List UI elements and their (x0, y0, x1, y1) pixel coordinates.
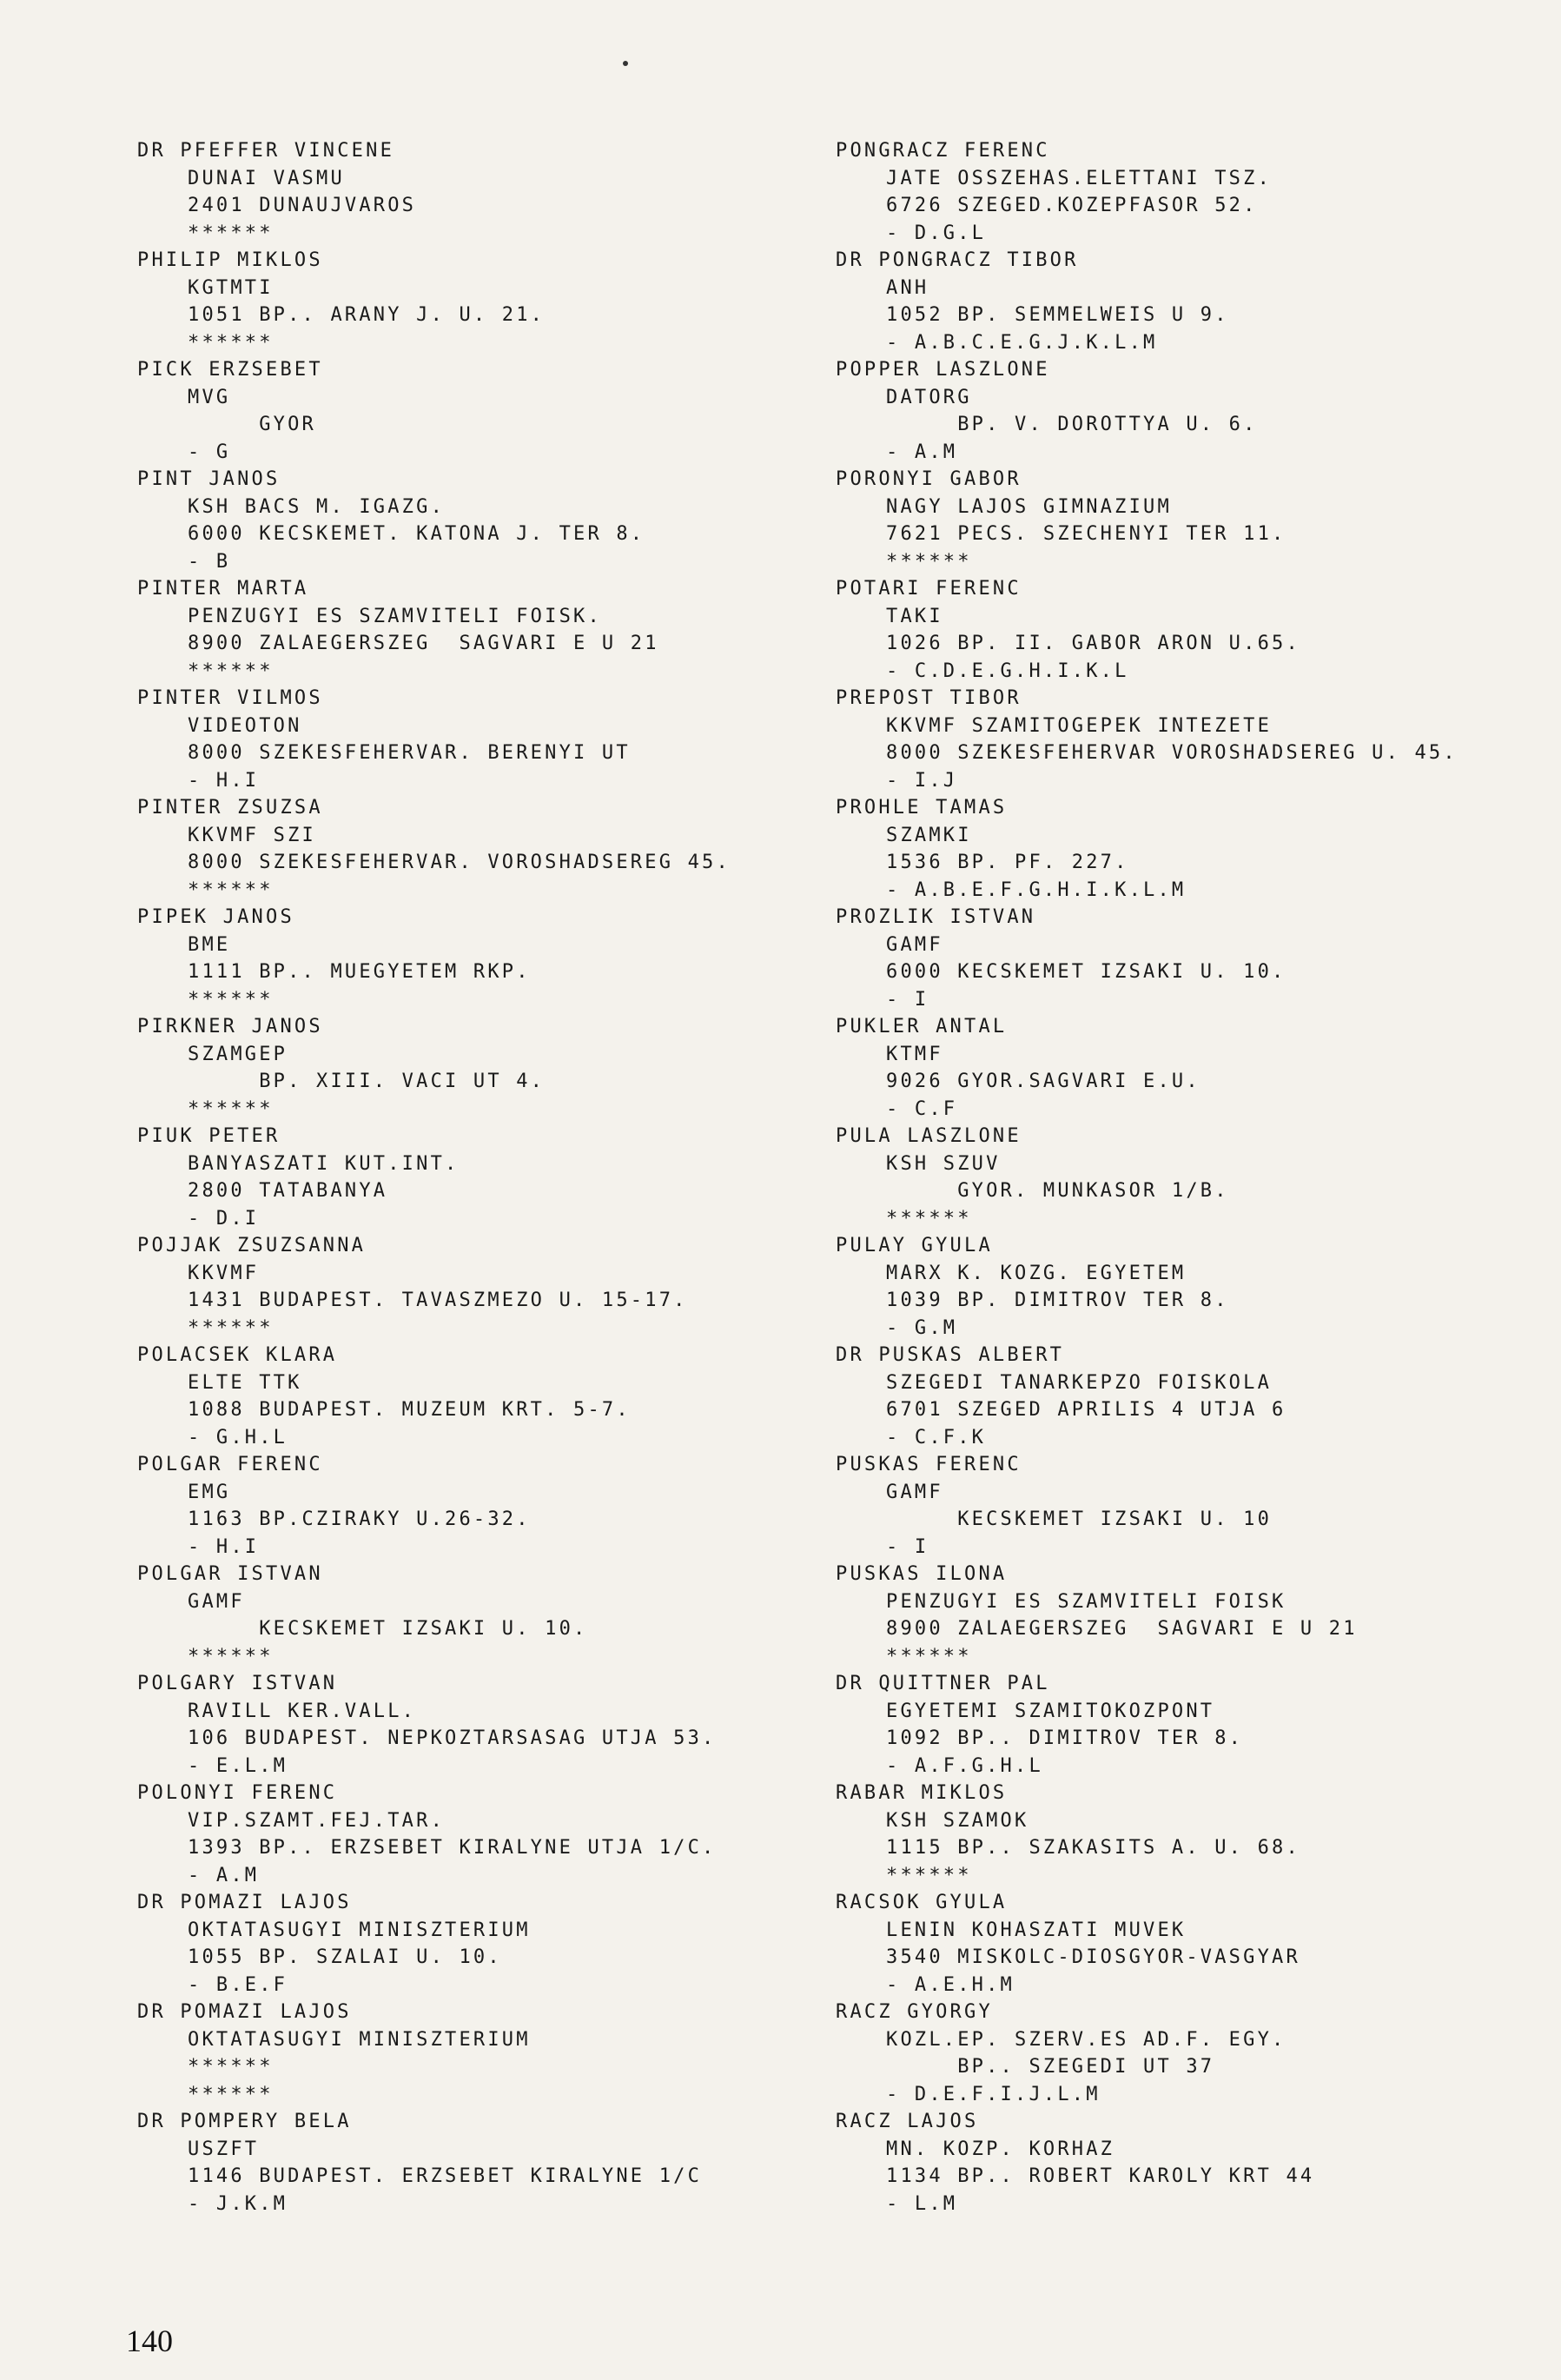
entry-organization: KKVMF (188, 1262, 260, 1284)
entry-address: 3540 MISKOLC-DIOSGYOR-VASGYAR (886, 1946, 1300, 1968)
entry-code: ****** (188, 1316, 274, 1339)
entry-code: ****** (886, 1207, 972, 1230)
entry-name: PULAY GYULA (836, 1235, 993, 1256)
page-number: 140 (126, 2324, 173, 2358)
entry-organization: JATE OSSZEHAS.ELETTANI TSZ. (886, 167, 1273, 189)
entry-name: DR PUSKAS ALBERT (836, 1344, 1065, 1366)
directory-entry (836, 575, 1557, 685)
entry-code: - A.F.G.H.L (886, 1754, 1043, 1777)
directory-entry (836, 1999, 1557, 2108)
directory-entry (836, 1013, 1557, 1123)
entry-name: PORONYI GABOR (836, 468, 1022, 490)
directory-entry (836, 904, 1557, 1013)
entry-address: 7621 PECS. SZECHENYI TER 11. (886, 523, 1287, 545)
directory-entry (137, 685, 858, 794)
entry-code: - D.I (188, 1207, 260, 1230)
entry-address: 6726 SZEGED.KOZEPFASOR 52. (886, 195, 1258, 216)
entry-name: PUSKAS FERENC (836, 1454, 1022, 1475)
entry-code: ****** (886, 550, 972, 573)
entry-organization: VIDEOTON (188, 714, 302, 737)
entry-code: - L.M (886, 2192, 958, 2215)
entry-address: 1055 BP. SZALAI U. 10. (188, 1946, 502, 1968)
entry-name: PHILIP MIKLOS (137, 249, 323, 271)
entry-organization: EMG (188, 1481, 231, 1503)
entry-code: - I.J (886, 769, 958, 792)
entry-address: 1039 BP. DIMITROV TER 8. (886, 1289, 1229, 1311)
entry-name: DR QUITTNER PAL (836, 1673, 1050, 1694)
entry-organization: PENZUGYI ES SZAMVITELI FOISK. (188, 605, 602, 627)
entry-address: 1092 BP.. DIMITROV TER 8. (886, 1727, 1244, 1749)
entry-code: - D.G.L (886, 222, 987, 244)
entry-name: RABAR MIKLOS (836, 1782, 1008, 1804)
directory-entry (836, 137, 1557, 247)
entry-name: PUKLER ANTAL (836, 1016, 1008, 1038)
entry-name: RACZ GYORGY (836, 2001, 993, 2023)
entry-organization: PENZUGYI ES SZAMVITELI FOISK (886, 1590, 1287, 1613)
entry-name: DR POMAZI LAJOS (137, 2001, 352, 2023)
entry-code: - E.L.M (188, 1754, 288, 1777)
directory-entry (836, 1670, 1557, 1780)
entry-address: 8900 ZALAEGERSZEG SAGVARI E U 21 (188, 633, 659, 654)
entry-address: 1088 BUDAPEST. MUZEUM KRT. 5-7. (188, 1399, 631, 1421)
entry-address: 1051 BP.. ARANY J. U. 21. (188, 304, 546, 326)
directory-entry (836, 1451, 1557, 1561)
entry-code: - I (886, 1535, 929, 1558)
directory-entry (836, 2108, 1557, 2218)
entry-code: - D.E.F.I.J.L.M (886, 2083, 1101, 2105)
entry-code: ****** (188, 988, 274, 1011)
directory-entry (836, 356, 1557, 466)
entry-organization: MARX K. KOZG. EGYETEM (886, 1262, 1187, 1284)
directory-entry (137, 1999, 858, 2108)
entry-organization: OKTATASUGYI MINISZTERIUM (188, 1919, 531, 1941)
directory-entry (137, 356, 858, 466)
entry-organization: MN. KOZP. KORHAZ (886, 2138, 1115, 2160)
entry-organization: KSH SZUV (886, 1152, 1001, 1175)
entry-code: - G.M (886, 1316, 958, 1339)
entry-address: 1052 BP. SEMMELWEIS U 9. (886, 304, 1229, 326)
right-column (836, 137, 1557, 2218)
entry-name: PUSKAS ILONA (836, 1563, 1008, 1585)
directory-entry (836, 794, 1557, 904)
entry-name: PONGRACZ FERENC (836, 140, 1050, 162)
directory-entry (137, 1232, 858, 1342)
entry-organization: KKVMF SZAMITOGEPEK INTEZETE (886, 714, 1273, 737)
entry-address: 1393 BP.. ERZSEBET KIRALYNE UTJA 1/C. (188, 1837, 717, 1859)
entry-address: 8000 SZEKESFEHERVAR. VOROSHADSEREG 45. (188, 852, 731, 873)
entry-code: - A.E.H.M (886, 1973, 1015, 1996)
directory-entry (836, 466, 1557, 575)
entry-organization: NAGY LAJOS GIMNAZIUM (886, 495, 1172, 518)
entry-code: ****** (188, 878, 274, 901)
entry-address: GYOR (188, 414, 317, 435)
entry-code: - C.D.E.G.H.I.K.L (886, 660, 1129, 682)
entry-address: 1111 BP.. MUEGYETEM RKP. (188, 961, 531, 983)
directory-entry (836, 1780, 1557, 1889)
entry-code: - G.H.L (188, 1426, 288, 1449)
entry-address: 1146 BUDAPEST. ERZSEBET KIRALYNE 1/C (188, 2165, 703, 2187)
entry-address: 1115 BP.. SZAKASITS A. U. 68. (886, 1837, 1300, 1859)
entry-organization: SZAMGEP (188, 1043, 288, 1065)
entry-code: ****** (188, 660, 274, 682)
entry-organization: KOZL.EP. SZERV.ES AD.F. EGY. (886, 2028, 1287, 2051)
directory-entry (137, 1780, 858, 1889)
entry-code: - I (886, 988, 929, 1011)
entry-code: - A.M (188, 1864, 260, 1886)
entry-name: POLGAR FERENC (137, 1454, 323, 1475)
directory-entry (137, 1889, 858, 1999)
entry-name: DR POMPERY BELA (137, 2111, 352, 2132)
entry-address: 1163 BP.CZIRAKY U.26-32. (188, 1508, 531, 1530)
entry-address: GYOR. MUNKASOR 1/B. (886, 1180, 1229, 1202)
entry-organization: GAMF (188, 1590, 245, 1613)
entry-address: 6000 KECSKEMET IZSAKI U. 10. (886, 961, 1287, 983)
entry-name: PINTER MARTA (137, 578, 309, 600)
directory-entry (137, 904, 858, 1013)
directory-entry (137, 575, 858, 685)
entry-name: PINTER VILMOS (137, 687, 323, 709)
directory-entry (836, 247, 1557, 356)
entry-name: POJJAK ZSUZSANNA (137, 1235, 367, 1256)
entry-name: PINT JANOS (137, 468, 281, 490)
directory-entry (137, 794, 858, 904)
entry-code: - C.F.K (886, 1426, 987, 1449)
directory-entry (137, 1123, 858, 1232)
entry-organization: USZFT (188, 2138, 260, 2160)
directory-entry (137, 1451, 858, 1561)
entry-organization: KTMF (886, 1043, 943, 1065)
entry-organization: DUNAI VASMU (188, 167, 345, 189)
entry-code: - A.B.E.F.G.H.I.K.L.M (886, 878, 1187, 901)
entry-name: POPPER LASZLONE (836, 359, 1050, 381)
directory-entry (137, 247, 858, 356)
entry-organization: TAKI (886, 605, 943, 627)
entry-name: PROZLIK ISTVAN (836, 906, 1036, 928)
entry-code: - C.F (886, 1097, 958, 1120)
entry-name: PROHLE TAMAS (836, 797, 1008, 819)
entry-name: RACSOK GYULA (836, 1892, 1008, 1913)
entry-name: POLONYI FERENC (137, 1782, 338, 1804)
entry-name: PIRKNER JANOS (137, 1016, 323, 1038)
entry-code: ****** (188, 1645, 274, 1667)
entry-address: KECSKEMET IZSAKI U. 10 (886, 1508, 1273, 1530)
entry-organization: RAVILL KER.VALL. (188, 1700, 417, 1722)
directory-entry (836, 1342, 1557, 1451)
entry-address: 6701 SZEGED APRILIS 4 UTJA 6 (886, 1399, 1287, 1421)
entry-name: POLACSEK KLARA (137, 1344, 338, 1366)
entry-address: 8000 SZEKESFEHERVAR. BERENYI UT (188, 742, 631, 764)
entry-code: - B.E.F (188, 1973, 288, 1996)
entry-organization: MVG (188, 386, 231, 408)
entry-organization: SZEGEDI TANARKEPZO FOISKOLA (886, 1371, 1273, 1394)
entry-address: 1431 BUDAPEST. TAVASZMEZO U. 15-17. (188, 1289, 688, 1311)
directory-entry (836, 1889, 1557, 1999)
entry-organization: BME (188, 933, 231, 956)
entry-organization: ANH (886, 276, 929, 299)
entry-address: KECSKEMET IZSAKI U. 10. (188, 1618, 588, 1640)
entry-code: - A.B.C.E.G.J.K.L.M (886, 331, 1158, 354)
directory-entry (137, 1013, 858, 1123)
entry-address: 8900 ZALAEGERSZEG SAGVARI E U 21 (886, 1618, 1358, 1640)
directory-entry (137, 466, 858, 575)
entry-code: ****** (886, 1645, 972, 1667)
entry-name: POTARI FERENC (836, 578, 1022, 600)
entry-name: PREPOST TIBOR (836, 687, 1022, 709)
entry-code: ****** (188, 2083, 274, 2105)
entry-name: PIPEK JANOS (137, 906, 294, 928)
entry-name: PICK ERZSEBET (137, 359, 323, 381)
directory-entry (137, 2108, 858, 2218)
entry-name: DR PFEFFER VINCENE (137, 140, 395, 162)
entry-organization: LENIN KOHASZATI MUVEK (886, 1919, 1187, 1941)
entry-code: ****** (188, 222, 274, 244)
entry-code: - A.M (886, 441, 958, 463)
entry-organization: KKVMF SZI (188, 824, 317, 846)
entry-address: 106 BUDAPEST. NEPKOZTARSASAG UTJA 53. (188, 1727, 717, 1749)
entry-name: DR PONGRACZ TIBOR (836, 249, 1079, 271)
entry-code: ****** (188, 1097, 274, 1120)
directory-entry (137, 1342, 858, 1451)
entry-organization: EGYETEMI SZAMITOKOZPONT (886, 1700, 1215, 1722)
directory-entry (137, 137, 858, 247)
entry-organization: GAMF (886, 933, 943, 956)
entry-code: ****** (188, 331, 274, 354)
entry-code: - J.K.M (188, 2192, 288, 2215)
entry-organization: ELTE TTK (188, 1371, 302, 1394)
entry-address: 9026 GYOR.SAGVARI E.U. (886, 1071, 1201, 1092)
entry-name: PULA LASZLONE (836, 1125, 1022, 1147)
entry-organization: KGTMTI (188, 276, 274, 299)
entry-code: ****** (886, 1864, 972, 1886)
entry-address: 8000 SZEKESFEHERVAR VOROSHADSEREG U. 45. (886, 742, 1458, 764)
directory-entry (836, 685, 1557, 794)
entry-address: 6000 KECSKEMET. KATONA J. TER 8. (188, 523, 645, 545)
entry-address: BP.. SZEGEDI UT 37 (886, 2056, 1215, 2078)
directory-entry (836, 1232, 1557, 1342)
entry-address: 1536 BP. PF. 227. (886, 852, 1129, 873)
entry-organization: BANYASZATI KUT.INT. (188, 1152, 460, 1175)
entry-organization: GAMF (886, 1481, 943, 1503)
entry-name: POLGAR ISTVAN (137, 1563, 323, 1585)
print-speck (623, 61, 628, 66)
directory-entry (137, 1561, 858, 1670)
entry-address: 1026 BP. II. GABOR ARON U.65. (886, 633, 1300, 654)
entry-organization: OKTATASUGYI MINISZTERIUM (188, 2028, 531, 2051)
entry-organization: SZAMKI (886, 824, 972, 846)
entry-name: RACZ LAJOS (836, 2111, 979, 2132)
entry-code: - B (188, 550, 231, 573)
entry-address: 1134 BP.. ROBERT KAROLY KRT 44 (886, 2165, 1315, 2187)
entry-name: POLGARY ISTVAN (137, 1673, 338, 1694)
entry-address: BP. V. DOROTTYA U. 6. (886, 414, 1258, 435)
entry-name: PINTER ZSUZSA (137, 797, 323, 819)
entry-organization: DATORG (886, 386, 972, 408)
entry-name: PIUK PETER (137, 1125, 281, 1147)
entry-code: - G (188, 441, 231, 463)
directory-entry (137, 1670, 858, 1780)
left-column (137, 137, 858, 2218)
entry-organization: KSH BACS M. IGAZG. (188, 495, 446, 518)
directory-entry (836, 1561, 1557, 1670)
entry-address: ****** (188, 2056, 274, 2078)
entry-organization: VIP.SZAMT.FEJ.TAR. (188, 1809, 446, 1832)
entry-name: DR POMAZI LAJOS (137, 1892, 352, 1913)
entry-code: - H.I (188, 1535, 260, 1558)
entry-organization: KSH SZAMOK (886, 1809, 1029, 1832)
entry-address: BP. XIII. VACI UT 4. (188, 1071, 546, 1092)
entry-address: 2401 DUNAUJVAROS (188, 195, 417, 216)
directory-entry (836, 1123, 1557, 1232)
entry-address: 2800 TATABANYA (188, 1180, 388, 1202)
entry-code: - H.I (188, 769, 260, 792)
